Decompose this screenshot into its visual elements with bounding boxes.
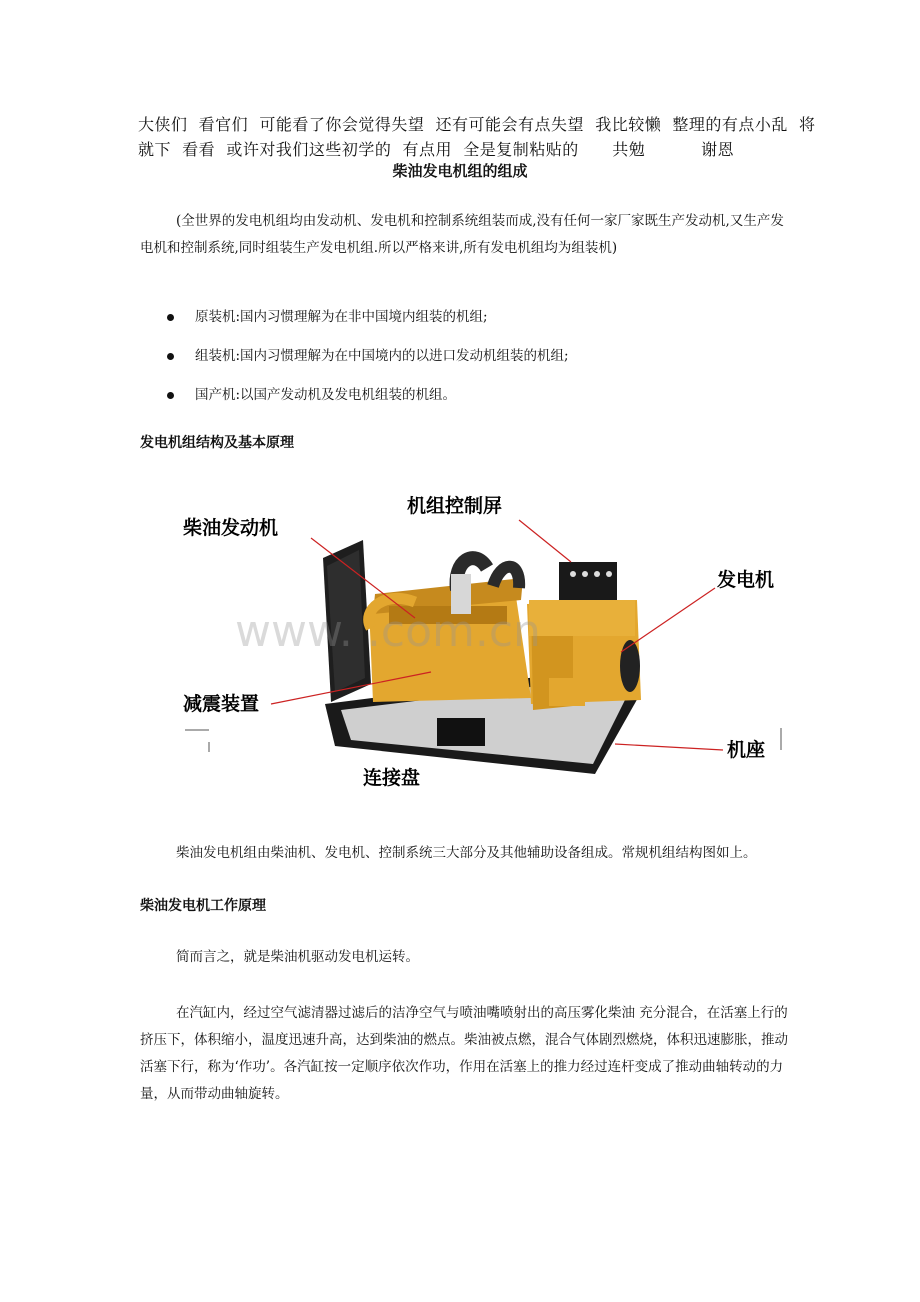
section-heading-structure: 发电机组结构及基本原理 [140,435,294,451]
generator-set-illustration [175,478,790,808]
list-item: 组装机:国内习惯理解为在中国境内的以进口发动机组装的机组; [165,343,569,382]
summary-paragraph: 简而言之，就是柴油机驱动发电机运转。 [176,949,419,965]
label-damper: 减震装置 [183,693,260,715]
list-item: 国产机:以国产发动机及发电机组装的机组。 [165,382,569,421]
label-control-panel: 机组控制屏 [407,495,503,517]
bullet-list [165,304,569,421]
note-paragraph: (全世界的发电机组均由发动机、发电机和控制系统组装而成,没有任何一家厂家既生产发动机,又生产发电机和控制系统,同时组装生产发电机组.所以严格来讲,所有发电机组均为组装机) [140,213,784,256]
intro-text [138,112,816,162]
intro-line-2: 就下 看看 或许对我们这些初学的 有点用 全是复制粘贴的 共勉 谢恩 [138,140,735,159]
control-panel-shape [559,562,617,600]
leader-line-control [519,520,571,562]
label-base: 机座 [727,739,766,761]
label-coupling: 连接盘 [363,767,421,789]
bullet-icon [167,353,174,360]
watermark-text: www. .com.cn [235,606,541,657]
caption-paragraph: 柴油发电机组由柴油机、发电机、控制系统三大部分及其他辅助设备组成。常规机组结构图如上。 [176,845,757,861]
document-title: 柴油发电机组的组成 [392,162,528,180]
intro-line-1: 大侠们 看官们 可能看了你会觉得失望 还有可能会有点失望 我比较懒 整理的有点小乱 将 [138,115,816,134]
label-engine: 柴油发动机 [183,517,279,539]
list-item: 原装机:国内习惯理解为在非中国境内组装的机组; [165,304,569,343]
label-generator: 发电机 [717,569,775,591]
bullet-icon [167,314,174,321]
section-heading-principle: 柴油发电机工作原理 [140,898,266,914]
generator-set-figure [175,478,790,808]
bullet-icon [167,392,174,399]
body-paragraph: 在汽缸内，经过空气滤清器过滤后的洁净空气与喷油嘴喷射出的高压雾化柴油 充分混合，在活塞上行的挤压下，体积缩小，温度迅速升高，达到柴油的燃点。柴油被点燃，混合气体剧烈燃烧，体积迅速膨胀，推动活塞下行，称为‘作功’。各汽缸按一定顺序依次作功，作用在活塞上的推力经过连杆变成了推动曲轴转动的力量，从而带动曲轴旋转。 [140,1005,788,1102]
leader-line-base [615,744,723,750]
